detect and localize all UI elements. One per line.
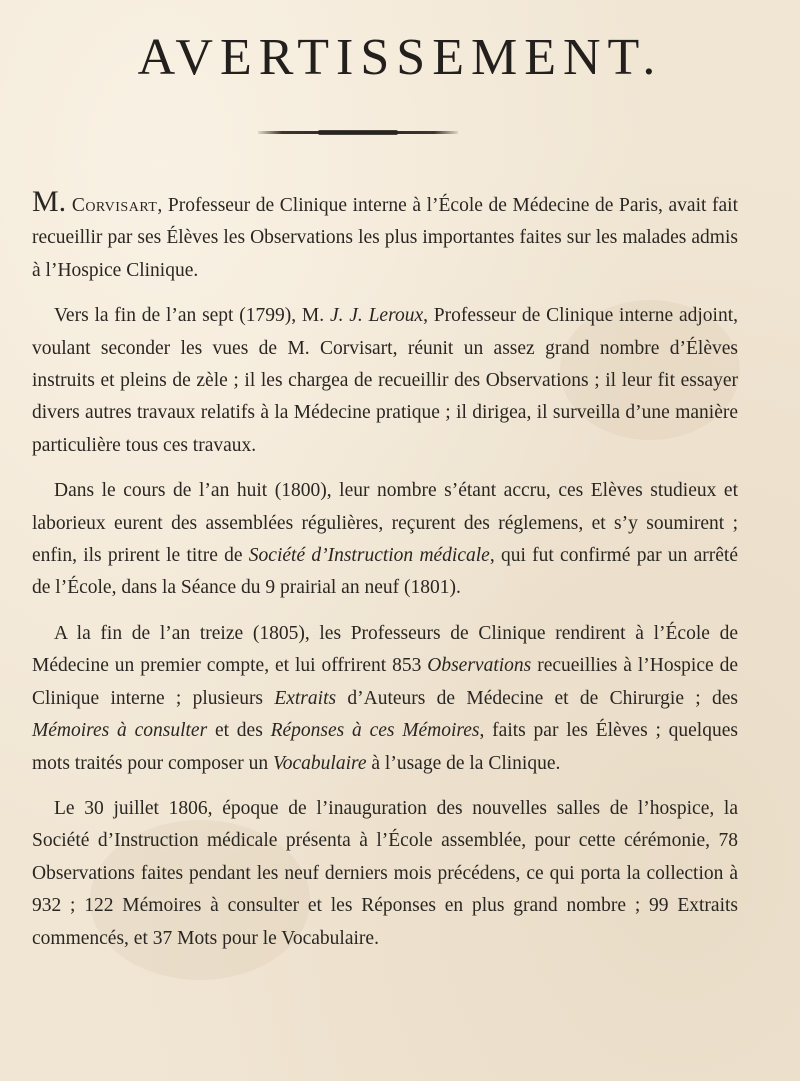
paragraph-4 xyxy=(32,618,738,780)
italic-term: Observations xyxy=(427,655,532,677)
paragraph-text: à l’usage de la Clinique. xyxy=(366,752,561,774)
italic-name: J. J. Leroux xyxy=(329,305,424,327)
paragraph-text: d’Auteurs de Médecine et de Chirurgie ; des xyxy=(336,687,738,709)
body-text xyxy=(32,185,739,968)
paragraph-text: Dans le cours de l’an huit (1800), leur nombre s’étant accru, ces Elèves studieux et laborieux eurent des assemblées régulières, reçurent des réglemens, et s’y soumirent ; enfin, ils prirent le titre de xyxy=(32,480,738,567)
paragraph-text: , qui fut confirmé par un arrêté de l’École, dans la Séance du 9 prairial an neuf (1801). xyxy=(32,545,738,599)
paragraph-text: , faits par les Élèves ; quelques mots traités pour composer un xyxy=(32,720,738,774)
paragraph-2 xyxy=(32,300,738,462)
page-title: AVERTISSEMENT. xyxy=(137,29,663,86)
paragraph-3 xyxy=(32,475,738,605)
paragraph-text: Le 30 juillet 1806, époque de l’inauguration des nouvelles salles de l’hospice, la Société d’Instruction médicale présenta à l’École assemblée, pour cette cérémonie, 78 Observations faites pendant les neuf derniers mois précédens, ce qui porta la collection à 932 ; 122 Mémoires à consulter et les Réponses en plus grand nombre ; 99 Extraits commencés, et 37 Mots pour le Vocabulaire. xyxy=(32,797,738,949)
italic-term: Extraits xyxy=(274,687,337,709)
paragraph-text: recueillies à l’Hospice de Clinique interne ; plusieurs xyxy=(32,655,738,709)
paragraph-1 xyxy=(32,185,739,287)
italic-society-name: Société d’Instruction médicale xyxy=(248,545,490,567)
paragraph-text: Vers la fin de l’an sept (1799), M. xyxy=(54,305,330,327)
paragraph-text: et des xyxy=(207,720,271,742)
dropcap: M. xyxy=(32,185,67,218)
italic-term: Vocabulaire xyxy=(273,752,367,774)
paragraph-5 xyxy=(32,793,738,955)
paragraph-text: , Professeur de Clinique interne adjoint, voulant seconder les vues de M. Corvisart, réunit un assez grand nombre d’Élèves instruits et pleins de zèle ; il les chargea de recueillir des Observations ; il leur fit essayer divers autres travaux relatifs à la Médecine pratique ; il dirigea, il surveilla d’une manière particulière tous ces travaux. xyxy=(32,305,738,456)
italic-term: Réponses à ces Mémoires xyxy=(270,720,480,742)
paragraph-text: , Professeur de Clinique interne à l’École de Médecine de Paris, avait fait recueillir par ses Élèves les Observations les plus importantes faites sur les malades admis à l’Hospice Clinique. xyxy=(32,195,739,281)
author-name: Corvisart xyxy=(71,195,158,216)
paragraph-text: A la fin de l’an treize (1805), les Professeurs de Clinique rendirent à l’École de Médecine un premier compte, et lui offrirent 853 xyxy=(32,622,738,677)
italic-term: Mémoires à consulter xyxy=(32,720,208,742)
decorative-rule xyxy=(258,131,458,134)
